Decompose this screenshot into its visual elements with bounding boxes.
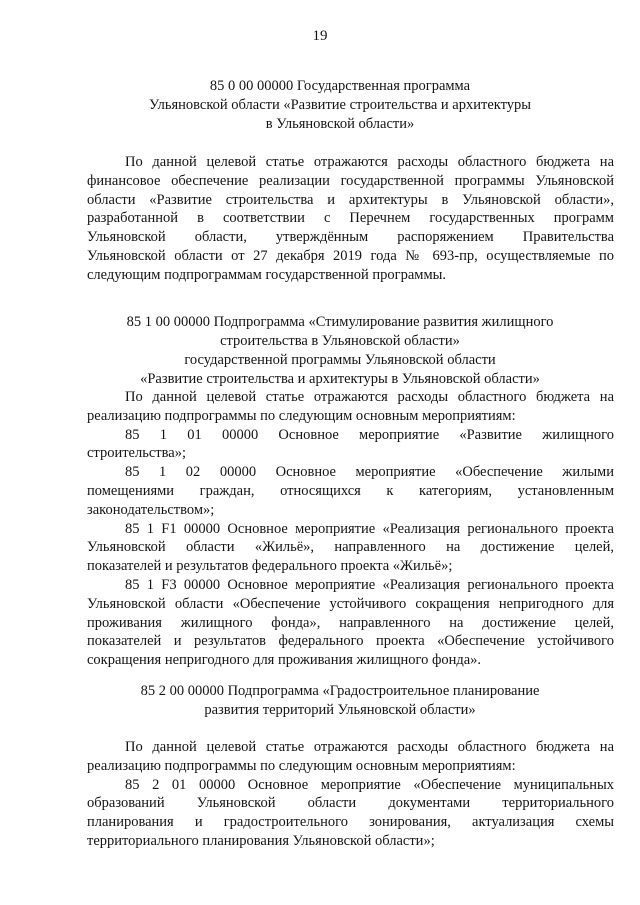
paragraph-state-program-description bbox=[87, 153, 614, 285]
heading-line: 85 2 00 00000 Подпрограмма «Градостроительное планирование bbox=[140, 683, 540, 699]
paragraph-line: 85 1 01 00000 Основное мероприятие «Развитие жилищного bbox=[125, 426, 614, 443]
heading-line: в Ульяновской области» bbox=[265, 116, 415, 132]
paragraph-line: Ульяновской области, утверждённым распоряжением Правительства bbox=[87, 229, 614, 246]
paragraph-line: 85 1 F1 00000 Основное мероприятие «Реализация регионального проекта bbox=[125, 520, 614, 537]
paragraph-activity-85-2-01 bbox=[87, 776, 614, 851]
paragraph-subprogram-housing-intro bbox=[87, 388, 614, 426]
heading-line: «Развитие строительства и архитектуры в Ульяновской области» bbox=[140, 371, 540, 387]
paragraph-line: По данной целевой статье отражаются расходы областного бюджета на bbox=[125, 389, 614, 405]
paragraph-line: следующим подпрограммам государственной программы. bbox=[87, 266, 447, 283]
heading-line: развития территорий Ульяновской области» bbox=[204, 702, 476, 718]
heading-line: Ульяновской области «Развитие строительства и архитектуры bbox=[148, 97, 532, 113]
paragraph-line: 85 1 02 00000 Основное мероприятие «Обеспечение жилыми bbox=[125, 464, 614, 481]
paragraph-activity-85-1-01 bbox=[87, 426, 614, 464]
paragraph-line: реализацию подпрограммы по следующим основным мероприятиям: bbox=[87, 407, 516, 424]
paragraph-activity-85-1-02 bbox=[87, 463, 614, 519]
paragraph-line: образований Ульяновской области документами территориального bbox=[87, 795, 614, 812]
paragraph-line: территориального планирования Ульяновской области»; bbox=[87, 832, 435, 849]
section-heading-state-program bbox=[60, 77, 620, 134]
paragraph-line: По данной целевой статье отражаются расходы областного бюджета на bbox=[125, 154, 614, 170]
paragraph-line: законодательством»; bbox=[87, 501, 215, 518]
paragraph-line: Ульяновской области от 27 декабря 2019 года № 693-пр, осуществляемые по bbox=[87, 247, 614, 264]
section-heading-subprogram-housing bbox=[60, 313, 620, 389]
paragraph-line: помещениями граждан, относящихся к категориям, установленным bbox=[87, 482, 614, 499]
paragraph-line: планирования и градостроительного зонирования, актуализация схемы bbox=[87, 814, 614, 831]
paragraph-line: финансовое обеспечение реализации государственной программы Ульяновской bbox=[87, 172, 614, 189]
paragraph-line: показателей и результатов федерального проекта «Жильё»; bbox=[87, 558, 453, 575]
paragraph-line: Ульяновской области «Обеспечение устойчивого сокращения непригодного для bbox=[87, 595, 614, 612]
paragraph-subprogram-urban-planning-intro bbox=[87, 738, 614, 776]
heading-line: 85 1 00 00000 Подпрограмма «Стимулирование развития жилищного bbox=[126, 314, 554, 330]
paragraph-activity-85-1-f3 bbox=[87, 576, 614, 670]
paragraph-line: проживания жилищного фонда», направленного на достижение целей, bbox=[87, 614, 614, 631]
paragraph-line: 85 1 F3 00000 Основное мероприятие «Реализация регионального проекта bbox=[125, 577, 614, 593]
paragraph-line: По данной целевой статье отражаются расходы областного бюджета на bbox=[125, 739, 614, 755]
paragraph-line: показателей и результатов федерального проекта «Обеспечение устойчивого bbox=[87, 633, 614, 650]
paragraph-line: Ульяновской области «Жильё», направленного на достижение целей, bbox=[87, 539, 614, 556]
paragraph-line: разработанной в соответствии с Перечнем государственных программ bbox=[87, 210, 614, 227]
paragraph-line: строительства»; bbox=[87, 445, 186, 462]
paragraph-line: сокращения непригодного для проживания жилищного фонда». bbox=[87, 652, 482, 669]
paragraph-line: реализацию подпрограммы по следующим основным мероприятиям: bbox=[87, 757, 516, 774]
paragraph-line: области «Развитие строительства и архитектуры в Ульяновской области», bbox=[87, 191, 614, 208]
page-number: 19 bbox=[312, 28, 328, 44]
heading-line: государственной программы Ульяновской области bbox=[184, 352, 496, 368]
heading-line: 85 0 00 00000 Государственная программа bbox=[209, 78, 471, 94]
heading-line: строительства в Ульяновской области» bbox=[220, 333, 460, 349]
section-heading-subprogram-urban-planning bbox=[60, 682, 620, 720]
paragraph-activity-85-1-f1 bbox=[87, 520, 614, 576]
paragraph-line: 85 2 01 00000 Основное мероприятие «Обеспечение муниципальных bbox=[125, 776, 614, 793]
